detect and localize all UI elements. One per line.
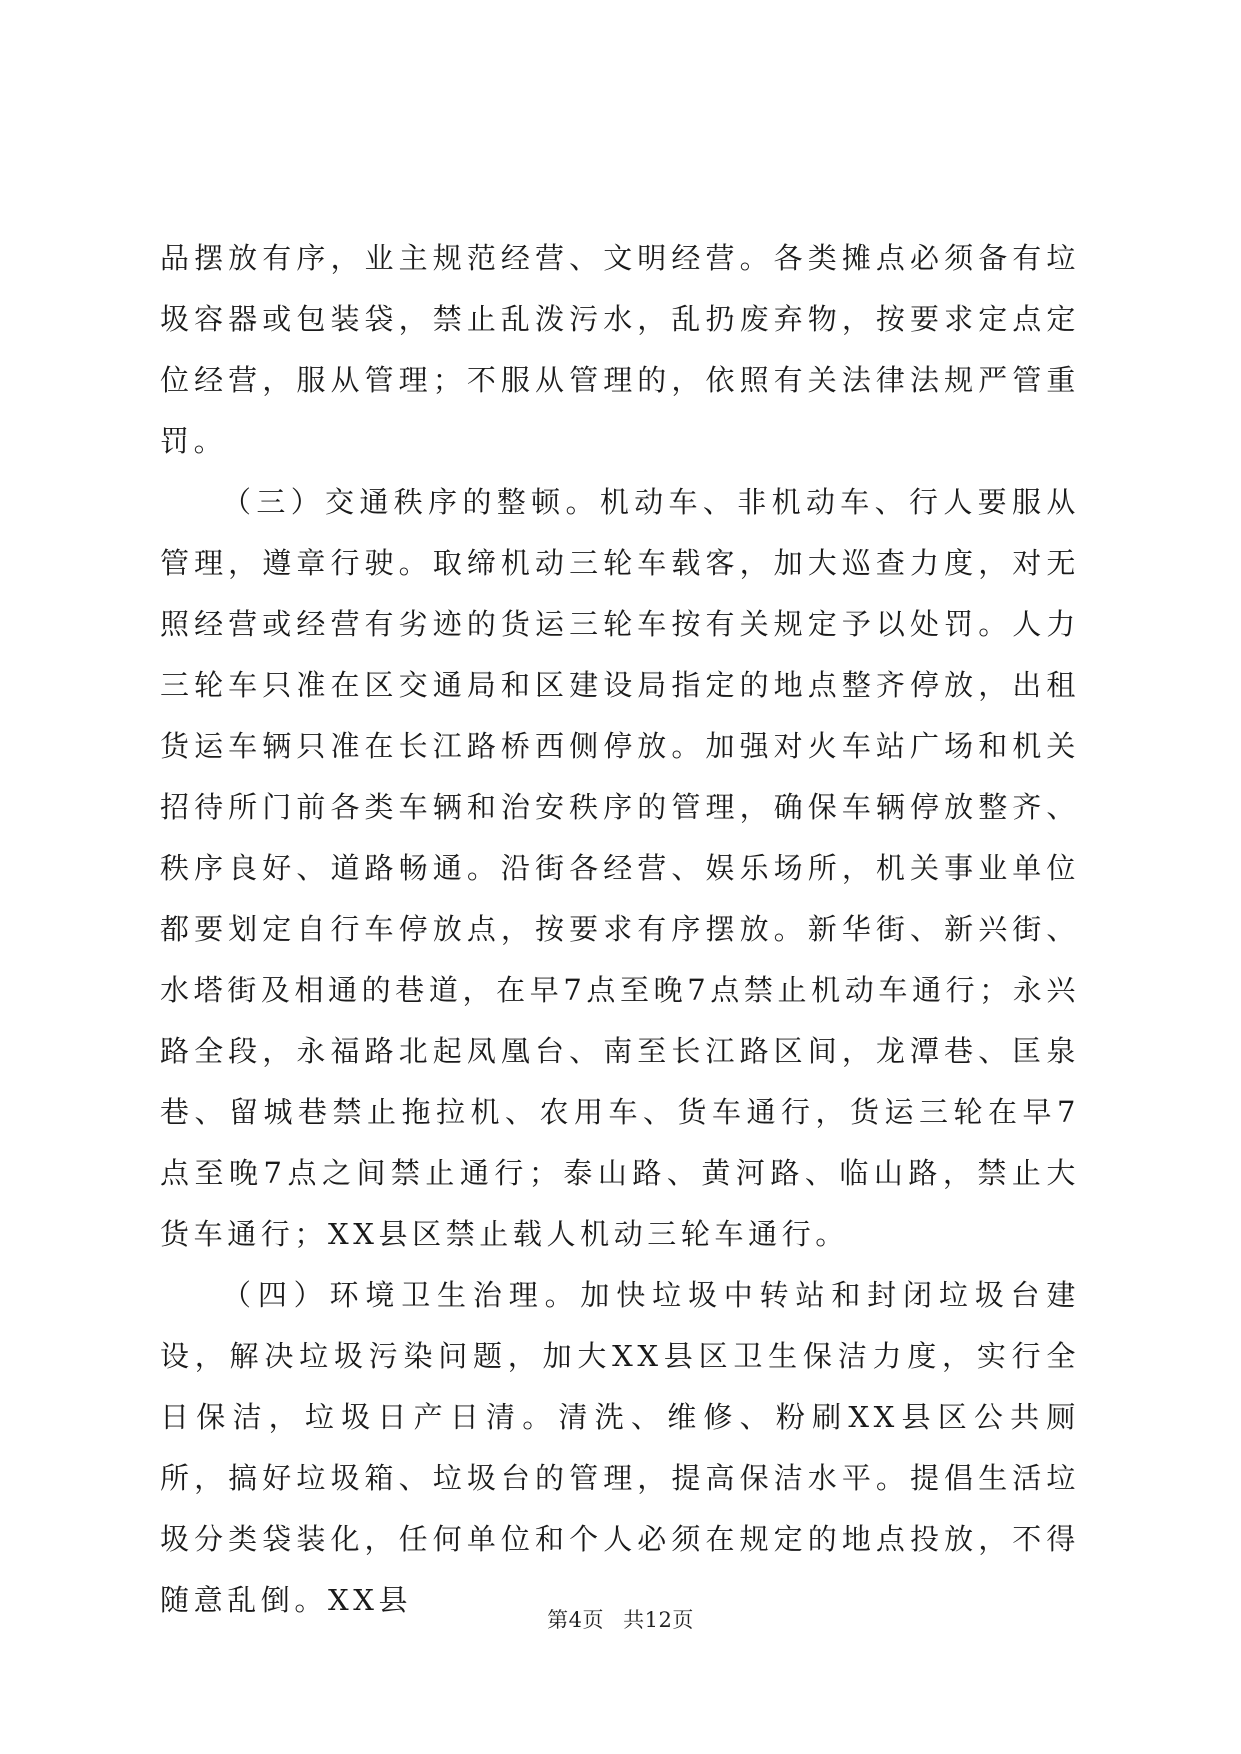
page-footer xyxy=(0,1604,1241,1634)
paragraph-continuation: 品摆放有序，业主规范经营、文明经营。各类摊点必须备有垃圾容器或包装袋，禁止乱泼污水，乱扔废弃物，按要求定点定位经营，服从管理；不服从管理的，依照有关法律法规严管重罚。 xyxy=(160,241,1080,458)
body-text xyxy=(160,228,1080,1631)
paragraph-sanitation: （四）环境卫生治理。加快垃圾中转站和封闭垃圾台建设，解决垃圾污染问题，加大XX县区卫生保洁力度，实行全日保洁，垃圾日产日清。清洗、维修、粉刷XX县区公共厕所，搞好垃圾箱、垃圾台的管理，提高保洁水平。提倡生活垃圾分类袋装化，任何单位和个人必须在规定的地点投放，不得随意乱倒。XX县 xyxy=(160,1278,1080,1617)
page-total: 共12页 xyxy=(623,1608,694,1632)
paragraph-traffic-order: （三）交通秩序的整顿。机动车、非机动车、行人要服从管理，遵章行驶。取缔机动三轮车载客，加大巡查力度，对无照经营或经营有劣迹的货运三轮车按有关规定予以处罚。人力三轮车只准在区交通局和区建设局指定的地点整齐停放，出租货运车辆只准在长江路桥西侧停放。加强对火车站广场和机关招待所门前各类车辆和治安秩序的管理，确保车辆停放整齐、秩序良好、道路畅通。沿街各经营、娱乐场所，机关事业单位都要划定自行车停放点，按要求有序摆放。新华街、新兴街、水塔街及相通的巷道，在早7点至晚7点禁止机动车通行；永兴路全段，永福路北起凤凰台、南至长江路区间，龙潭巷、匡泉巷、留城巷禁止拖拉机、农用车、货车通行，货运三轮在早7点至晚7点之间禁止通行；泰山路、黄河路、临山路，禁止大货车通行；XX县区禁止载人机动三轮车通行。 xyxy=(160,485,1080,1251)
page-number: 第4页 xyxy=(547,1608,604,1632)
